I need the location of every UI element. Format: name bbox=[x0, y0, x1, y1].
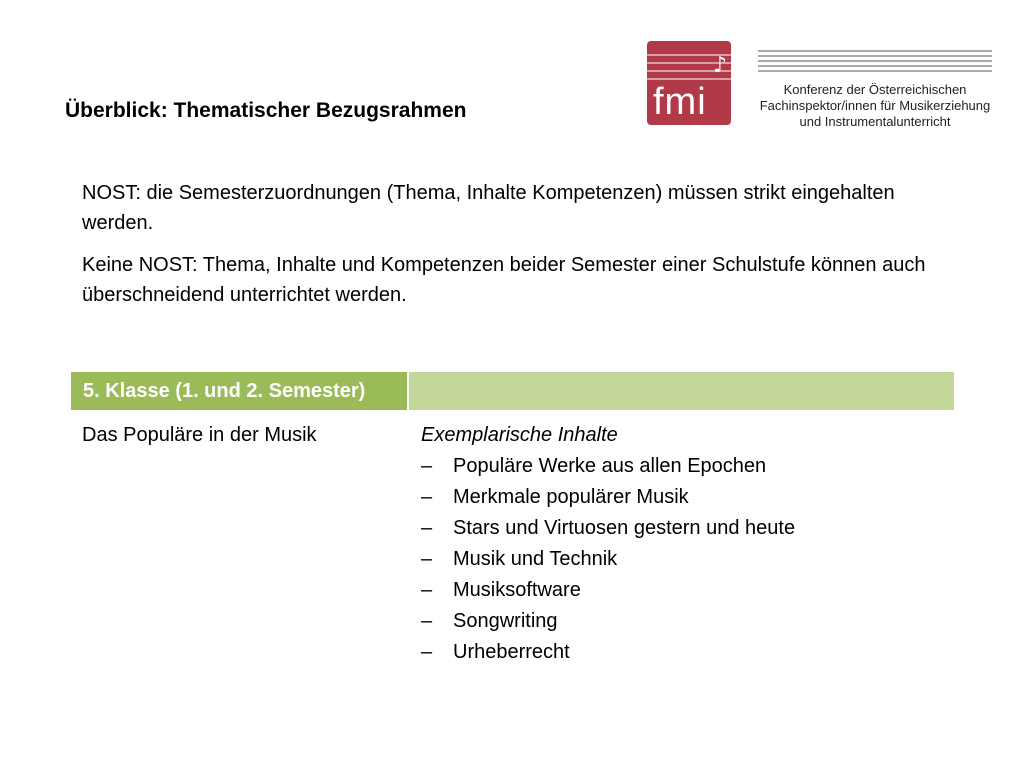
intro-paragraph-nost: NOST: die Semesterzuordnungen (Thema, Inhalte Kompetenzen) müssen strikt eingehalten werden. bbox=[82, 182, 895, 234]
org-line-1: Konferenz der Österreichischen bbox=[783, 82, 967, 97]
list-item: – Merkmale populärer Musik bbox=[421, 482, 795, 513]
organization-name bbox=[752, 82, 998, 130]
intro-text bbox=[82, 178, 942, 322]
dash-bullet-icon: – bbox=[421, 486, 433, 508]
list-item: – Songwriting bbox=[421, 606, 795, 637]
dash-bullet-icon: – bbox=[421, 455, 433, 477]
dash-bullet-icon: – bbox=[421, 548, 433, 570]
list-item: – Musiksoftware bbox=[421, 575, 795, 606]
dash-bullet-icon: – bbox=[421, 610, 433, 632]
table-header-class: 5. Klasse (1. und 2. Semester) bbox=[71, 372, 409, 410]
contents-heading: Exemplarische Inhalte bbox=[421, 424, 618, 446]
fmi-logo bbox=[647, 41, 731, 125]
dash-bullet-icon: – bbox=[421, 641, 433, 663]
dash-bullet-icon: – bbox=[421, 579, 433, 601]
intro-paragraph-keine-nost: Keine NOST: Thema, Inhalte und Kompetenzen beider Semester einer Schulstufe können auch überschneidend unterrichtet werden. bbox=[82, 254, 926, 306]
contents-list bbox=[421, 451, 795, 668]
table-header-empty bbox=[411, 372, 954, 410]
slide-title: Überblick: Thematischer Bezugsrahmen bbox=[65, 99, 467, 122]
org-staff-lines bbox=[758, 50, 992, 74]
table-header-row bbox=[71, 372, 954, 410]
list-item: – Musik und Technik bbox=[421, 544, 795, 575]
org-line-2: Fachinspektor/innen für Musikerziehung bbox=[759, 98, 991, 113]
table-cell-topic: Das Populäre in der Musik bbox=[82, 424, 317, 446]
table-cell-contents bbox=[421, 420, 795, 668]
list-item: – Stars und Virtuosen gestern und heute bbox=[421, 513, 795, 544]
org-line-3: und Instrumentalunterricht bbox=[799, 114, 951, 129]
list-item: – Populäre Werke aus allen Epochen bbox=[421, 451, 795, 482]
list-item: – Urheberrecht bbox=[421, 637, 795, 668]
music-note-icon: ♪ bbox=[713, 53, 728, 78]
dash-bullet-icon: – bbox=[421, 517, 433, 539]
logo-text: fmi bbox=[653, 81, 707, 123]
